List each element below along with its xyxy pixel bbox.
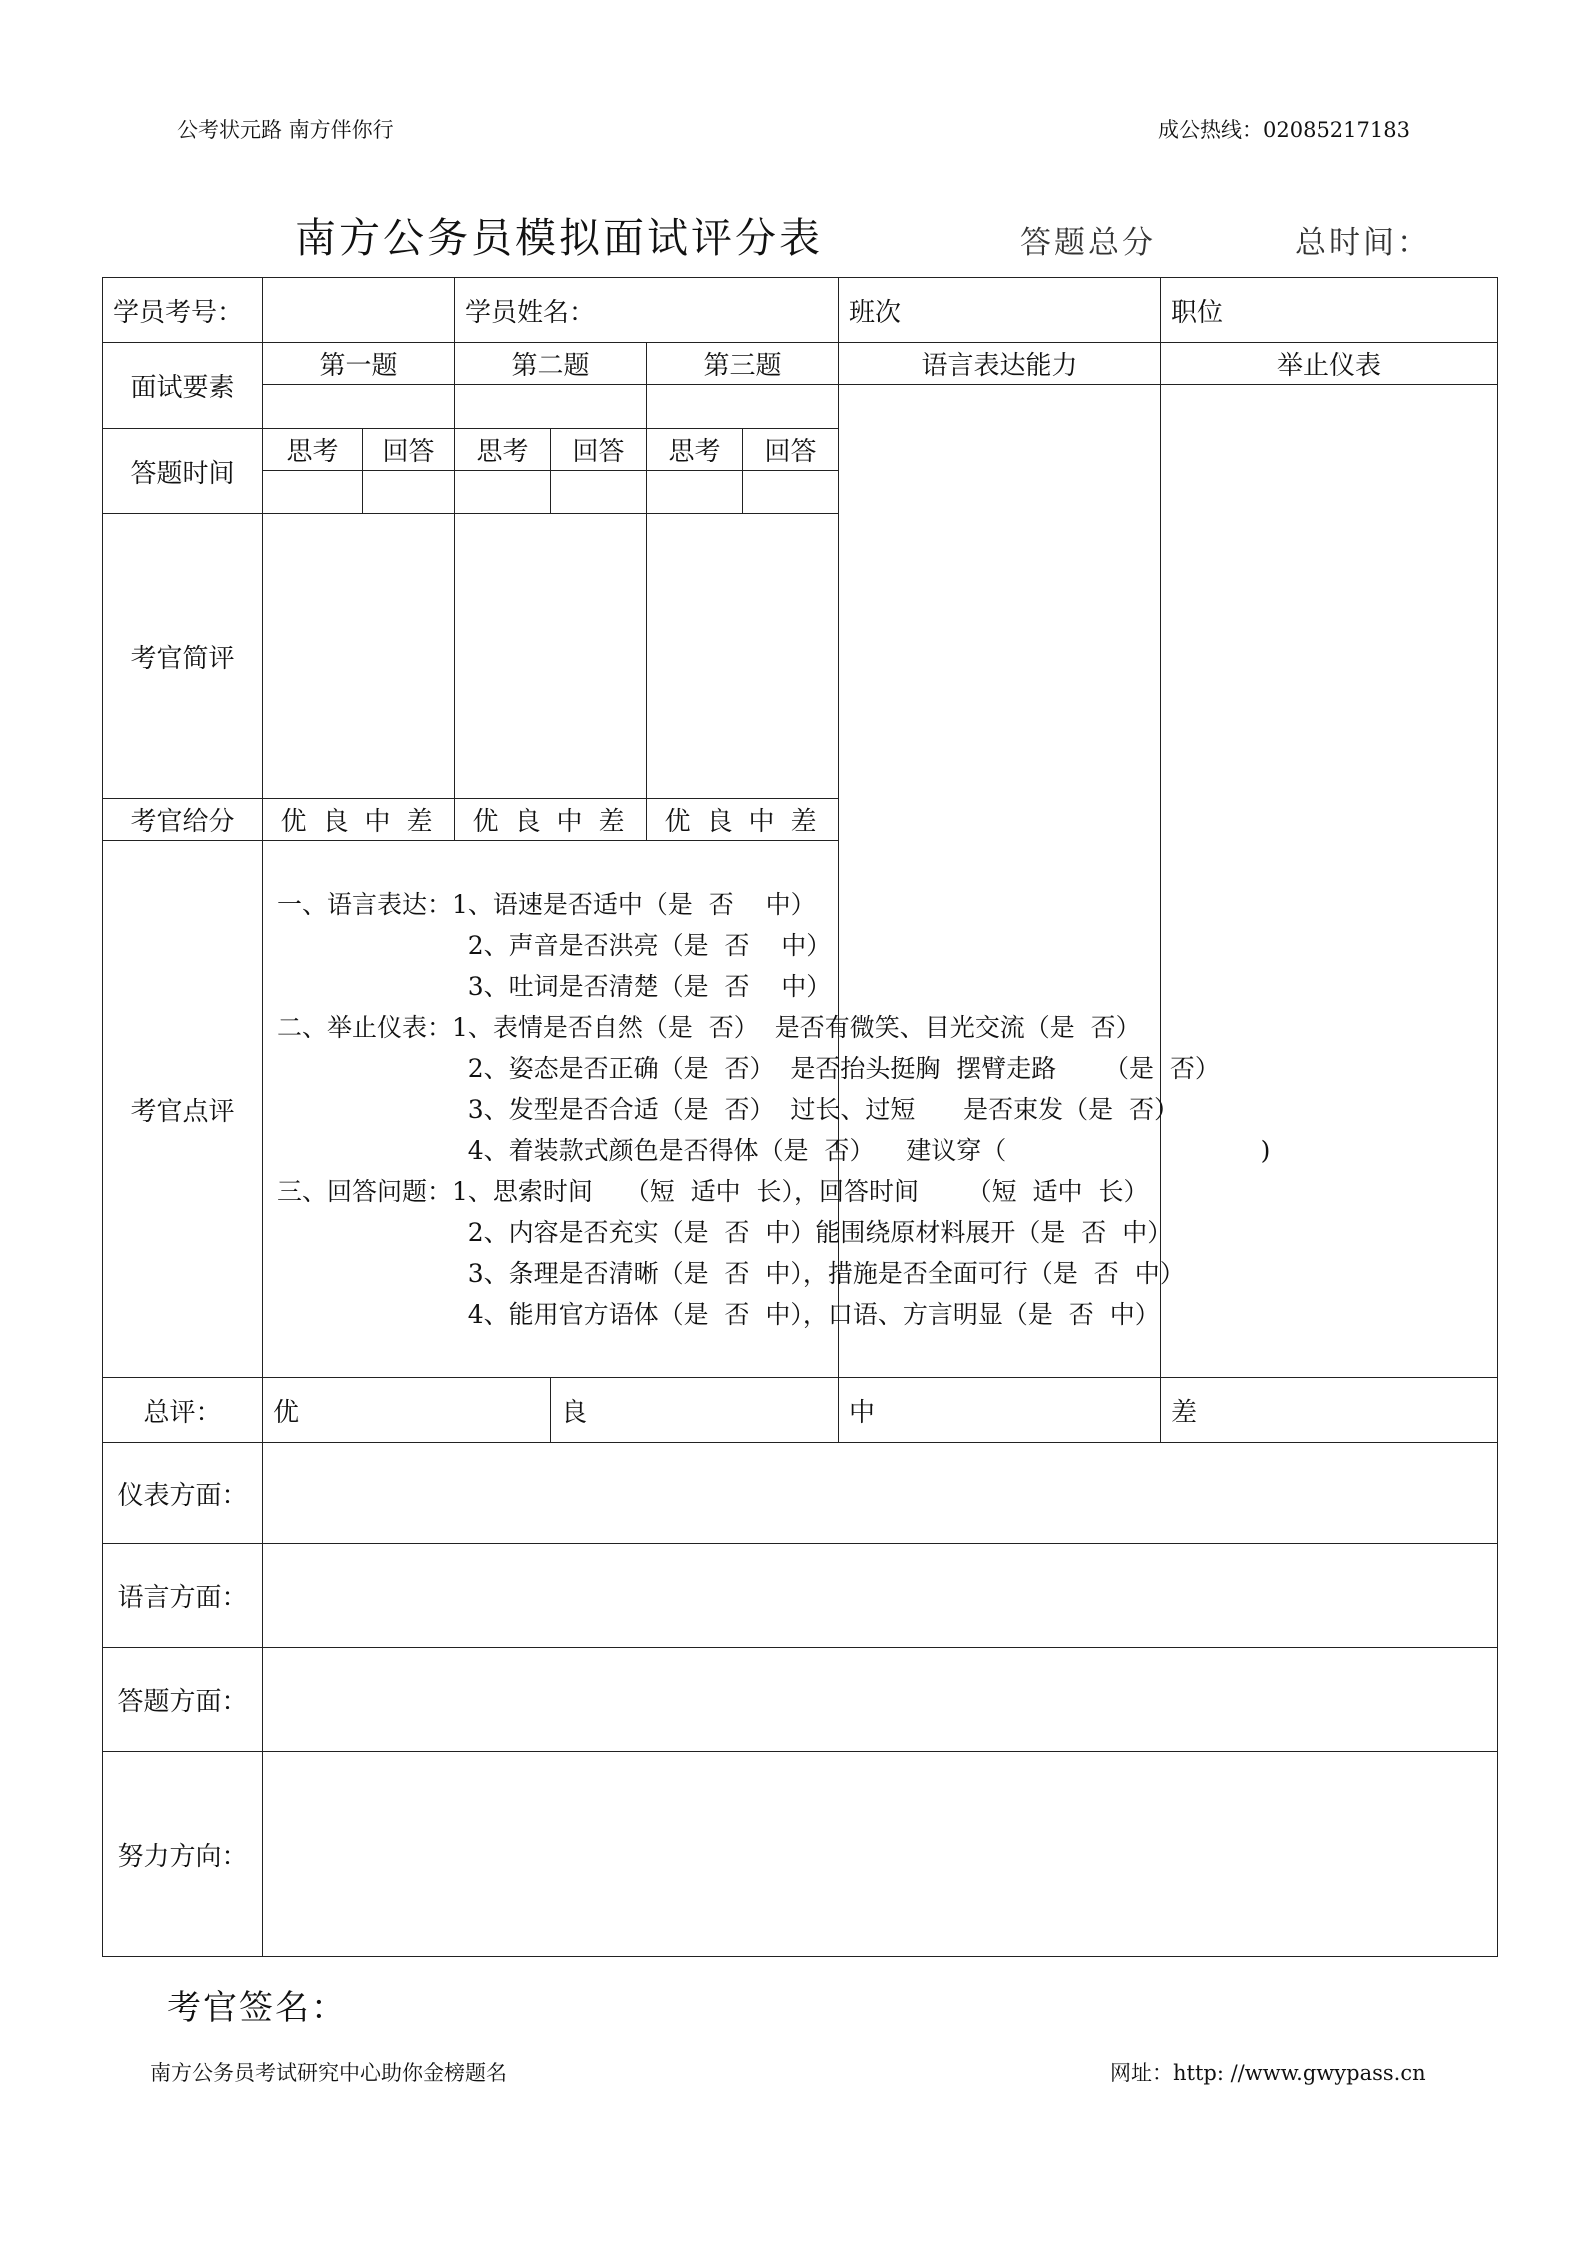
factors-label: 面试要素 bbox=[103, 343, 263, 429]
question-1-header: 第一题 bbox=[263, 343, 455, 385]
student-id-field[interactable]: 学员考号： bbox=[103, 278, 263, 343]
question-1-factor-cell[interactable] bbox=[263, 385, 455, 429]
q2-comment-cell[interactable] bbox=[455, 514, 647, 799]
question-2-header: 第二题 bbox=[455, 343, 647, 385]
language-cell[interactable] bbox=[263, 1544, 1498, 1648]
grade-good[interactable]: 良 bbox=[514, 807, 545, 837]
student-id-value[interactable] bbox=[263, 278, 455, 343]
grade-poor[interactable]: 差 bbox=[790, 807, 821, 837]
direction-label: 努力方向： bbox=[103, 1752, 263, 1957]
grade-good[interactable]: 良 bbox=[322, 807, 353, 837]
q2-answer-label: 回答 bbox=[551, 429, 647, 471]
total-time-label: 总时间： bbox=[1295, 225, 1431, 261]
q1-answer-cell[interactable] bbox=[363, 471, 455, 514]
question-2-factor-cell[interactable] bbox=[455, 385, 647, 429]
grade-average[interactable]: 中 bbox=[364, 807, 395, 837]
q2-think-cell[interactable] bbox=[455, 471, 551, 514]
examiner-score-label: 考官给分 bbox=[103, 799, 263, 841]
overall-grade-poor[interactable]: 差 bbox=[1161, 1378, 1498, 1443]
header-slogan: 公考状元路 南方伴你行 bbox=[177, 118, 394, 142]
answering-cell[interactable] bbox=[263, 1648, 1498, 1752]
footer-website: 网址：http: //www.gwypass.cn bbox=[1110, 2061, 1426, 2085]
page-title: 南方公务员模拟面试评分表 bbox=[295, 214, 823, 262]
examiner-review-label: 考官点评 bbox=[103, 841, 263, 1378]
q3-answer-cell[interactable] bbox=[743, 471, 839, 514]
checklist-line: 一、语言表达：1、语速是否适中（是 否 中） bbox=[277, 889, 816, 919]
header-hotline: 成公热线：02085217183 bbox=[1158, 118, 1410, 142]
score-sheet-table bbox=[102, 277, 1498, 1957]
q1-think-cell[interactable] bbox=[263, 471, 363, 514]
checklist-line: 4、着装款式颜色是否得体（是 否） 建议穿（ ) bbox=[277, 1135, 1271, 1165]
q1-comment-cell[interactable] bbox=[263, 514, 455, 799]
q3-comment-cell[interactable] bbox=[647, 514, 839, 799]
language-ability-header: 语言表达能力 bbox=[839, 343, 1161, 385]
checklist-line: 二、举止仪表：1、表情是否自然（是 否） 是否有微笑、目光交流（是 否） bbox=[277, 1012, 1141, 1042]
grade-excellent[interactable]: 优 bbox=[280, 807, 311, 837]
brief-comment-label: 考官简评 bbox=[103, 514, 263, 799]
appearance-label: 仪表方面： bbox=[103, 1443, 263, 1544]
grade-poor[interactable]: 差 bbox=[598, 807, 629, 837]
grade-average[interactable]: 中 bbox=[748, 807, 779, 837]
overall-grade-good[interactable]: 良 bbox=[551, 1378, 839, 1443]
question-3-factor-cell[interactable] bbox=[647, 385, 839, 429]
q3-answer-label: 回答 bbox=[743, 429, 839, 471]
q3-think-cell[interactable] bbox=[647, 471, 743, 514]
q2-grade-scale[interactable] bbox=[455, 799, 647, 841]
checklist-line: 3、条理是否清晰（是 否 中），措施是否全面可行（是 否 中） bbox=[277, 1258, 1185, 1288]
checklist-line: 2、姿态是否正确（是 否） 是否抬头挺胸 摆臂走路 （是 否） bbox=[277, 1053, 1220, 1083]
direction-cell[interactable] bbox=[263, 1752, 1498, 1957]
appearance-cell[interactable] bbox=[263, 1443, 1498, 1544]
grade-excellent[interactable]: 优 bbox=[664, 807, 695, 837]
position-field[interactable]: 职位 bbox=[1161, 278, 1498, 343]
student-name-field[interactable]: 学员姓名： bbox=[455, 278, 839, 343]
grade-average[interactable]: 中 bbox=[556, 807, 587, 837]
checklist-line: 4、能用官方语体（是 否 中），口语、方言明显（是 否 中） bbox=[277, 1299, 1160, 1329]
q1-answer-label: 回答 bbox=[363, 429, 455, 471]
q2-answer-cell[interactable] bbox=[551, 471, 647, 514]
q2-think-label: 思考 bbox=[455, 429, 551, 471]
overall-label: 总评： bbox=[103, 1378, 263, 1443]
checklist-line: 3、吐词是否清楚（是 否 中） bbox=[277, 971, 832, 1001]
overall-grade-average[interactable]: 中 bbox=[839, 1378, 1161, 1443]
question-3-header: 第三题 bbox=[647, 343, 839, 385]
checklist-line: 2、内容是否充实（是 否 中）能围绕原材料展开（是 否 中） bbox=[277, 1217, 1173, 1247]
overall-grade-excellent[interactable]: 优 bbox=[263, 1378, 551, 1443]
q3-grade-scale[interactable] bbox=[647, 799, 839, 841]
examiner-signature-label: 考官签名： bbox=[167, 1988, 347, 2028]
grade-excellent[interactable]: 优 bbox=[472, 807, 503, 837]
footer-slogan: 南方公务员考试研究中心助你金榜题名 bbox=[150, 2061, 507, 2085]
review-checklist[interactable] bbox=[263, 841, 1498, 1378]
class-field[interactable]: 班次 bbox=[839, 278, 1161, 343]
answer-time-label: 答题时间 bbox=[103, 429, 263, 514]
checklist-line: 3、发型是否合适（是 否） 过长、过短 是否束发（是 否） bbox=[277, 1094, 1179, 1124]
grade-poor[interactable]: 差 bbox=[406, 807, 437, 837]
checklist-line: 三、回答问题：1、思索时间 （短 适中 长），回答时间 （短 适中 长） bbox=[277, 1176, 1149, 1206]
answering-label: 答题方面： bbox=[103, 1648, 263, 1752]
q1-think-label: 思考 bbox=[263, 429, 363, 471]
q1-grade-scale[interactable] bbox=[263, 799, 455, 841]
q3-think-label: 思考 bbox=[647, 429, 743, 471]
grade-good[interactable]: 良 bbox=[706, 807, 737, 837]
score-total-label: 答题总分 bbox=[1020, 225, 1156, 261]
checklist-line: 2、声音是否洪亮（是 否 中） bbox=[277, 930, 832, 960]
deportment-header: 举止仪表 bbox=[1161, 343, 1498, 385]
language-label: 语言方面： bbox=[103, 1544, 263, 1648]
info-row bbox=[103, 278, 1498, 343]
